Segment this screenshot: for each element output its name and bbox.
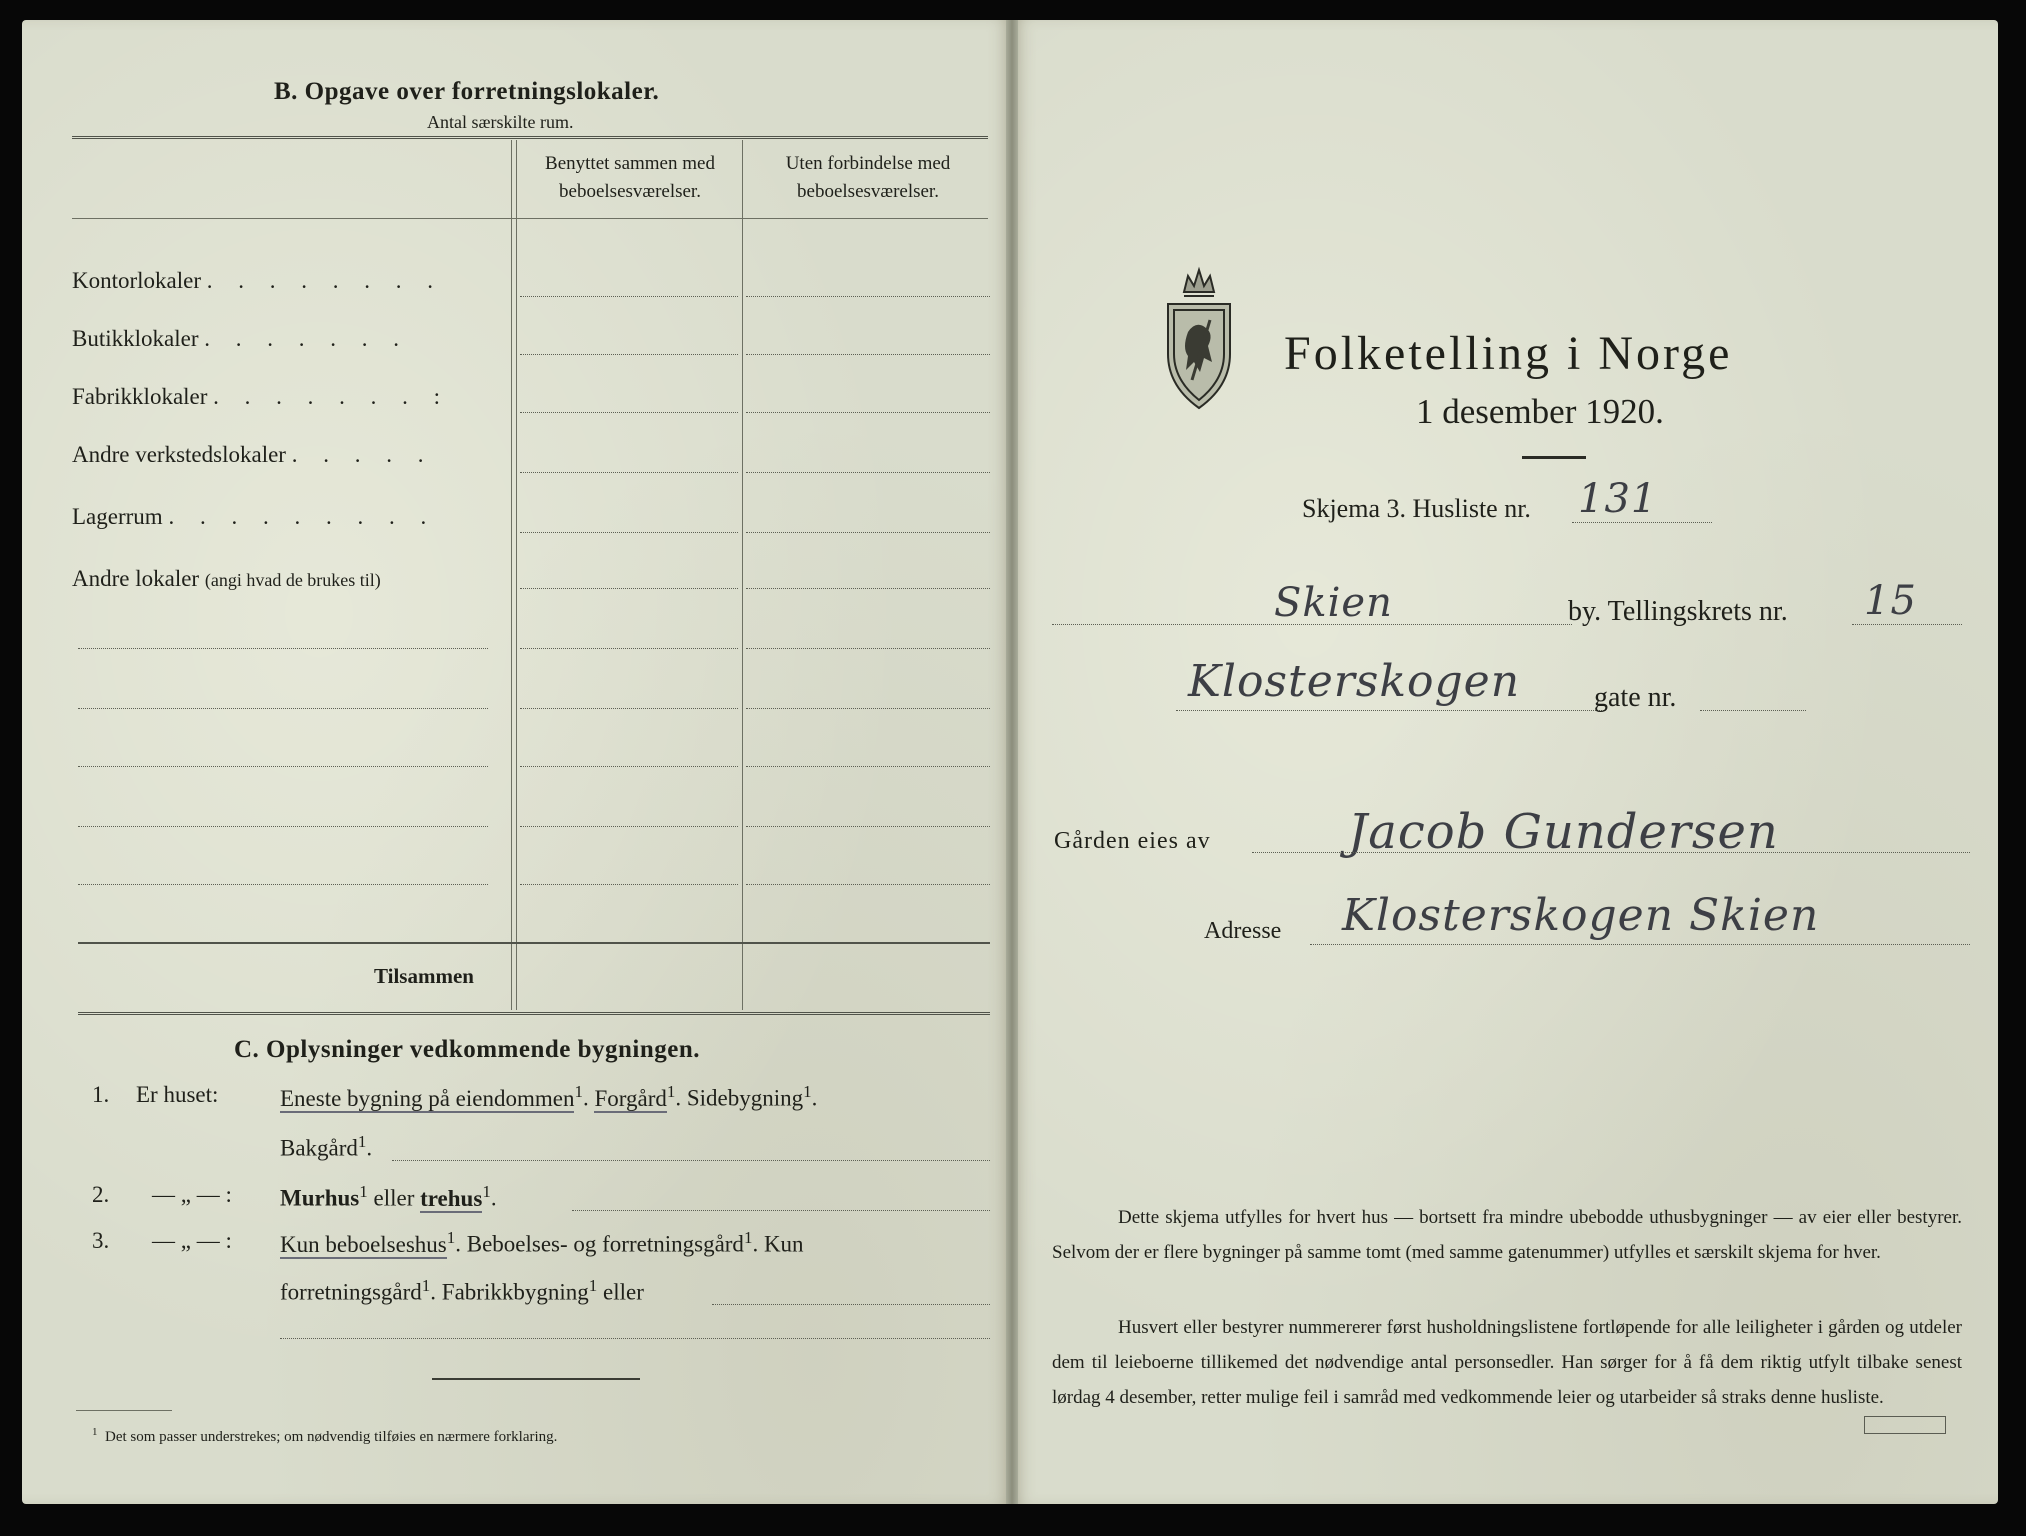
by-label: by. Tellingskrets nr.	[1568, 596, 1788, 627]
footnote-marker: 1	[588, 1276, 598, 1295]
row-andre-verkstedslokaler	[72, 442, 433, 468]
owner-handwritten: Jacob Gundersen	[1348, 804, 1779, 860]
row-label: Andre lokaler	[72, 566, 200, 591]
tellingskrets-number: 15	[1864, 578, 1917, 624]
cell-line	[746, 588, 990, 589]
street-handwritten: Klosterskogen	[1188, 656, 1521, 707]
footnote-marker: 1	[359, 1182, 368, 1201]
write-in-line	[1176, 710, 1604, 711]
cell-line	[520, 648, 738, 649]
write-in-line	[78, 884, 488, 885]
row-note: (angi hvad de brukes til)	[204, 570, 381, 590]
cell-line	[520, 708, 738, 709]
section-b-title: B. Opgave over forretningslokaler.	[274, 78, 660, 105]
cell-line	[520, 472, 738, 473]
cell-line	[746, 648, 990, 649]
write-in-line	[1852, 624, 1962, 625]
section-c-title: C. Oplysninger vedkommende bygningen.	[234, 1036, 701, 1063]
row-dots: . . . . . . . . .	[168, 504, 437, 529]
left-page	[22, 20, 1012, 1504]
column-header-line: Uten forbindelse med	[785, 153, 951, 174]
q2-label: — „ — :	[152, 1182, 232, 1207]
cell-line	[746, 354, 990, 355]
column-divider	[511, 140, 512, 1010]
cell-line	[746, 532, 990, 533]
q2-options: Murhus$^1$ eller trehus$^1$.	[280, 1182, 497, 1211]
row-dots: . . . . .	[291, 442, 434, 467]
cell-line	[520, 766, 738, 767]
footnote-marker: 1	[482, 1182, 491, 1201]
q1-number: 1.	[92, 1082, 110, 1107]
write-in-line	[1700, 710, 1806, 711]
section-b-subtitle: Antal særskilte rum.	[427, 112, 574, 132]
footnote-text: Det som passer understrekes; om nødvendig tilføies en nærmere forklaring.	[105, 1429, 558, 1445]
write-in-line	[1572, 522, 1712, 523]
instructions-paragraph-2: Husvert eller bestyrer nummererer først husholdningslistene fortløpende for alle leiligheter i gården og utdeler dem til leieboerne tillikemed det nødvendige antal personsedler. Han sørger for å få dem riktig utfylt tilbake senest lørdag 4 desember, retter mulige feil i samråd med vedkommende leier og utarbeider så straks denne husliste.	[1052, 1317, 1962, 1408]
q3-label: — „ — :	[152, 1228, 232, 1253]
cell-line	[520, 532, 738, 533]
cell-line	[746, 766, 990, 767]
row-label: Lagerrum	[72, 504, 163, 529]
footnote-marker: 1	[446, 1228, 456, 1247]
closing-rule	[432, 1378, 640, 1380]
address-label: Adresse	[1204, 918, 1282, 944]
cell-line	[520, 412, 738, 413]
write-in-line	[78, 766, 488, 767]
right-page	[1012, 20, 1998, 1504]
write-in-line	[572, 1210, 990, 1211]
printer-mark-icon	[1864, 1416, 1946, 1434]
row-label: Butikklokaler	[72, 326, 199, 351]
column-divider	[516, 140, 517, 1010]
row-andre-lokaler	[72, 566, 381, 592]
total-top-rule	[78, 942, 990, 944]
norwegian-lion-crest	[1162, 262, 1236, 412]
address-handwritten: Klosterskogen Skien	[1342, 890, 1820, 941]
total-label: Tilsammen	[374, 964, 474, 988]
city-handwritten: Skien	[1274, 580, 1393, 626]
row-label: Fabrikklokaler	[72, 384, 208, 409]
write-in-line	[280, 1338, 990, 1339]
cell-line	[746, 472, 990, 473]
cell-line	[746, 296, 990, 297]
row-kontorlokaler	[72, 268, 443, 294]
q1-options-line1: Eneste bygning på eiendommen$^1$. Forgård$^1$. Sidebygning$^1$.	[280, 1082, 818, 1111]
write-in-line	[392, 1160, 990, 1161]
cell-line	[746, 708, 990, 709]
option-trehus: trehus	[420, 1185, 483, 1211]
column-header-line: beboelsesværelser.	[797, 181, 939, 202]
cell-line	[746, 826, 990, 827]
write-in-line	[1252, 852, 1970, 853]
book-spine	[1006, 20, 1018, 1504]
column-header-line: Benyttet sammen med	[545, 153, 715, 174]
option-bakgard: Bakgård	[280, 1135, 358, 1161]
footnote-rule	[76, 1410, 172, 1411]
cell-line	[520, 354, 738, 355]
q1-options-line2: Bakgård$^1$.	[280, 1132, 373, 1161]
footnote-marker: 1	[666, 1082, 676, 1101]
footnote-marker: 1	[421, 1276, 431, 1295]
option-kun-beboelseshus: Kun beboelseshus	[280, 1231, 447, 1257]
option-forgard: Forgård	[594, 1085, 667, 1111]
row-label: Andre verkstedslokaler	[72, 442, 286, 467]
instructions-paragraph-1: Dette skjema utfylles for hvert hus — bortsett fra mindre ubebodde uthusbygninger — av eier eller bestyrer. Selvom der er flere bygninger på samme tomt (med samme gatenummer) utfylles et særskilt skjema for hver.	[1052, 1207, 1962, 1263]
cell-line	[520, 884, 738, 885]
title-rule	[1522, 456, 1586, 459]
write-in-line	[78, 648, 488, 649]
write-in-line	[78, 708, 488, 709]
footnote-number: 1	[92, 1426, 98, 1438]
owner-label: Gården eies av	[1054, 828, 1211, 854]
column-header-without-dwelling	[748, 150, 988, 206]
table-header-rule	[72, 218, 988, 219]
footnote	[92, 1426, 557, 1446]
q1-label: Er huset:	[136, 1082, 219, 1107]
option-murhus: Murhus	[280, 1185, 360, 1211]
row-fabrikklokaler	[72, 384, 450, 410]
option-eneste-bygning: Eneste bygning på eiendommen	[280, 1085, 575, 1111]
table-bottom-rule	[78, 1012, 990, 1015]
husliste-number: 131	[1578, 476, 1658, 522]
cell-line	[520, 296, 738, 297]
cell-line	[746, 884, 990, 885]
cell-line	[746, 412, 990, 413]
q2-number: 2.	[92, 1182, 110, 1207]
row-label: Kontorlokaler	[72, 268, 202, 293]
option-sidebygning: Sidebygning	[686, 1085, 804, 1111]
cell-line	[520, 826, 738, 827]
q3-options-line1: Kun beboelseshus$^1$. Beboelses- og forretningsgård$^1$. Kun	[280, 1228, 804, 1257]
row-dots: . . . . . . . .	[206, 268, 444, 293]
footnote-marker: 1	[803, 1082, 812, 1101]
footnote-marker: 1	[357, 1132, 367, 1151]
coat-of-arms-icon	[1162, 262, 1236, 412]
text-eller: eller	[373, 1185, 415, 1211]
row-dots: . . . . . . . :	[213, 384, 451, 409]
cell-line	[520, 588, 738, 589]
form-title: Folketelling i Norge	[1284, 327, 1733, 380]
q3-number: 3.	[92, 1228, 110, 1253]
text-kun: Kun	[763, 1231, 804, 1257]
row-lagerrum	[72, 504, 436, 530]
row-butikklokaler	[72, 326, 409, 352]
column-header-with-dwelling	[522, 150, 738, 206]
write-in-line	[78, 826, 488, 827]
skjema-label: Skjema 3. Husliste nr.	[1302, 494, 1531, 523]
option-forretningsgard: forretningsgård	[280, 1279, 422, 1305]
text-eller: eller	[603, 1279, 644, 1305]
census-date: 1 desember 1920.	[1416, 392, 1664, 431]
column-header-line: beboelsesværelser.	[559, 181, 701, 202]
footnote-marker: 1	[743, 1228, 753, 1247]
write-in-line	[712, 1304, 990, 1305]
table-top-rule	[72, 136, 988, 139]
footnote-marker: 1	[574, 1082, 583, 1101]
write-in-line	[1310, 944, 1970, 945]
column-divider	[742, 140, 743, 1010]
option-beboelses-og-forretningsgard: Beboelses- og forretningsgård	[466, 1231, 744, 1257]
gate-label: gate nr.	[1594, 682, 1677, 713]
option-fabrikkbygning: Fabrikkbygning	[441, 1279, 589, 1305]
row-dots: . . . . . . .	[204, 326, 409, 351]
q3-options-line2: forretningsgård$^1$. Fabrikkbygning$^1$ eller	[280, 1276, 644, 1305]
